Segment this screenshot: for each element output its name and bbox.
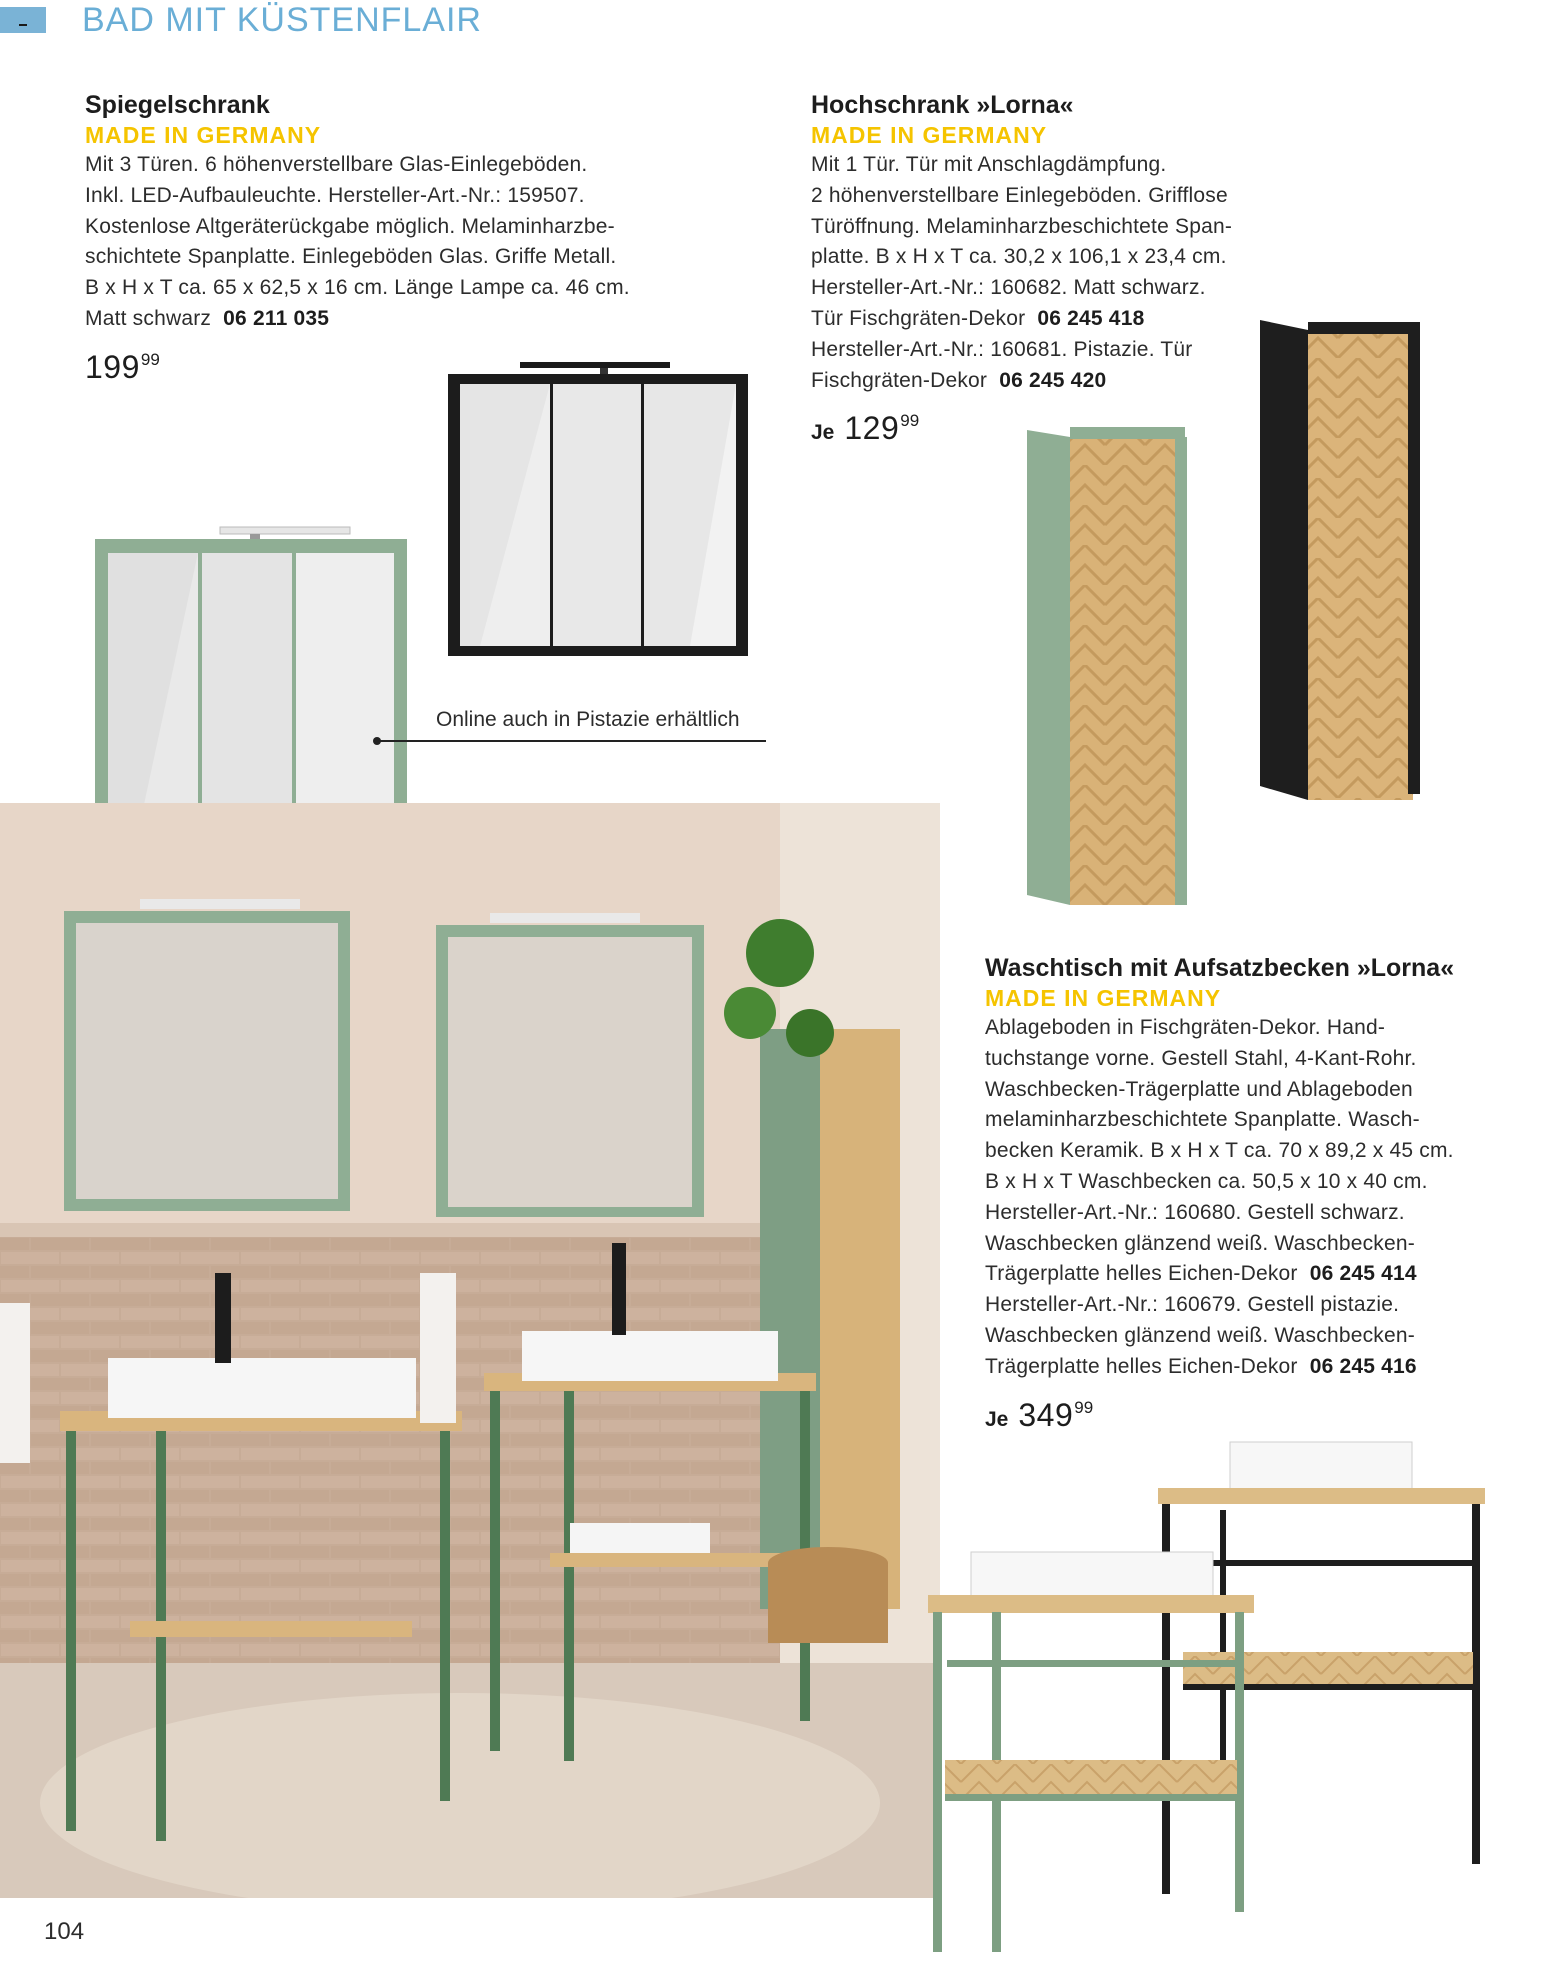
desc-line: Waschbecken-Trägerplatte und Ablageboden (985, 1077, 1413, 1101)
tab-glyph (19, 24, 27, 26)
waschtisch-block (985, 953, 1525, 1434)
variant-line (985, 1259, 1525, 1290)
product-title: Hochschrank »Lorna« (811, 91, 1074, 119)
price-main: 129 (844, 410, 900, 447)
mirror-cabinet-green-image (90, 525, 415, 840)
variant-line (811, 366, 1291, 397)
desc-line: Hersteller-Art.-Nr.: 160680. Gestell schwarz. (985, 1200, 1405, 1224)
desc-line: Türöffnung. Melaminharzbeschichtete Span- (811, 214, 1233, 238)
desc-line: B x H x T ca. 65 x 62,5 x 16 cm. Länge Lampe ca. 46 cm. (85, 276, 630, 300)
product-title: Waschtisch mit Aufsatzbecken »Lorna« (985, 954, 1455, 982)
product-description (985, 1013, 1525, 1383)
variant-text: Trägerplatte helles Eichen-Dekor (985, 1354, 1298, 1378)
hochschrank-block (811, 90, 1291, 447)
online-availability-note: Online auch in Pistazie erhältlich (436, 708, 740, 731)
vanity-product-image (925, 1440, 1485, 1955)
article-number: 06 245 420 (999, 368, 1107, 392)
desc-line: schichtete Spanplatte. Einlegeböden Glas. Griffe Metall. (85, 245, 617, 269)
desc-line: Mit 3 Türen. 6 höhenverstellbare Glas-Einlegeböden. (85, 153, 588, 176)
product-description (85, 150, 705, 335)
bathroom-scene-photo (0, 803, 940, 1898)
price-cents: 99 (140, 349, 160, 369)
article-number: 06 245 414 (1309, 1262, 1417, 1286)
price-main: 349 (1018, 1396, 1074, 1433)
product-title: Spiegelschrank (85, 91, 270, 119)
price (985, 1397, 1525, 1434)
desc-line: platte. B x H x T ca. 30,2 x 106,1 x 23,4 cm. (811, 245, 1227, 269)
desc-line: 2 höhenverstellbare Einlegeböden. Grifflose (811, 183, 1228, 207)
variant-line (85, 304, 705, 335)
desc-line: Kostenlose Altgeräterückgabe möglich. Melaminharzbe- (85, 214, 615, 238)
article-number: 06 211 035 (223, 306, 330, 330)
made-in-badge: MADE IN GERMANY (811, 122, 1048, 148)
tall-cabinet-black-image (1258, 318, 1428, 803)
article-number: 06 245 416 (1309, 1354, 1417, 1378)
article-number: 06 245 418 (1037, 306, 1145, 330)
price-cents: 99 (900, 411, 920, 431)
desc-line: Mit 1 Tür. Tür mit Anschlagdämpfung. (811, 153, 1167, 176)
desc-line: Hersteller-Art.-Nr.: 160679. Gestell pistazie. (985, 1293, 1400, 1317)
variant-text: Fischgräten-Dekor (811, 368, 988, 392)
desc-line: Hersteller-Art.-Nr.: 160681. Pistazie. Tür (811, 337, 1193, 361)
desc-line: Inkl. LED-Aufbauleuchte. Hersteller-Art.-Nr.: 159507. (85, 183, 585, 207)
variant-text: Matt schwarz (85, 306, 212, 330)
callout-line (372, 736, 768, 746)
page-tab-marker (0, 7, 46, 33)
desc-line: Waschbecken glänzend weiß. Waschbecken- (985, 1323, 1415, 1347)
desc-line: Waschbecken glänzend weiß. Waschbecken- (985, 1231, 1415, 1255)
variant-line (811, 304, 1291, 335)
desc-line: Hersteller-Art.-Nr.: 160682. Matt schwarz. (811, 276, 1206, 300)
variant-text: Tür Fischgräten-Dekor (811, 306, 1026, 330)
made-in-badge: MADE IN GERMANY (985, 985, 1222, 1011)
variant-line (985, 1352, 1525, 1383)
made-in-badge: MADE IN GERMANY (85, 122, 322, 148)
section-title: BAD MIT KÜSTENFLAIR (82, 1, 482, 39)
price-prefix: Je (811, 421, 835, 445)
desc-line: tuchstange vorne. Gestell Stahl, 4-Kant-Rohr. (985, 1046, 1417, 1070)
mirror-cabinet-black-image (440, 360, 755, 660)
tall-cabinet-pistachio-image (1025, 425, 1195, 910)
page-number: 104 (44, 1918, 85, 1945)
desc-line: B x H x T Waschbecken ca. 50,5 x 10 x 40 cm. (985, 1169, 1428, 1193)
desc-line: becken Keramik. B x H x T ca. 70 x 89,2 x 45 cm. (985, 1139, 1454, 1163)
price-main: 199 (85, 348, 140, 385)
desc-line: Ablageboden in Fischgräten-Dekor. Hand- (985, 1016, 1386, 1039)
spiegelschrank-block (85, 90, 705, 386)
price-prefix: Je (985, 1407, 1009, 1431)
desc-line: melaminharzbeschichtete Spanplatte. Wasch- (985, 1108, 1420, 1132)
price-cents: 99 (1074, 1397, 1094, 1417)
product-description (811, 150, 1291, 396)
variant-text: Trägerplatte helles Eichen-Dekor (985, 1262, 1298, 1286)
